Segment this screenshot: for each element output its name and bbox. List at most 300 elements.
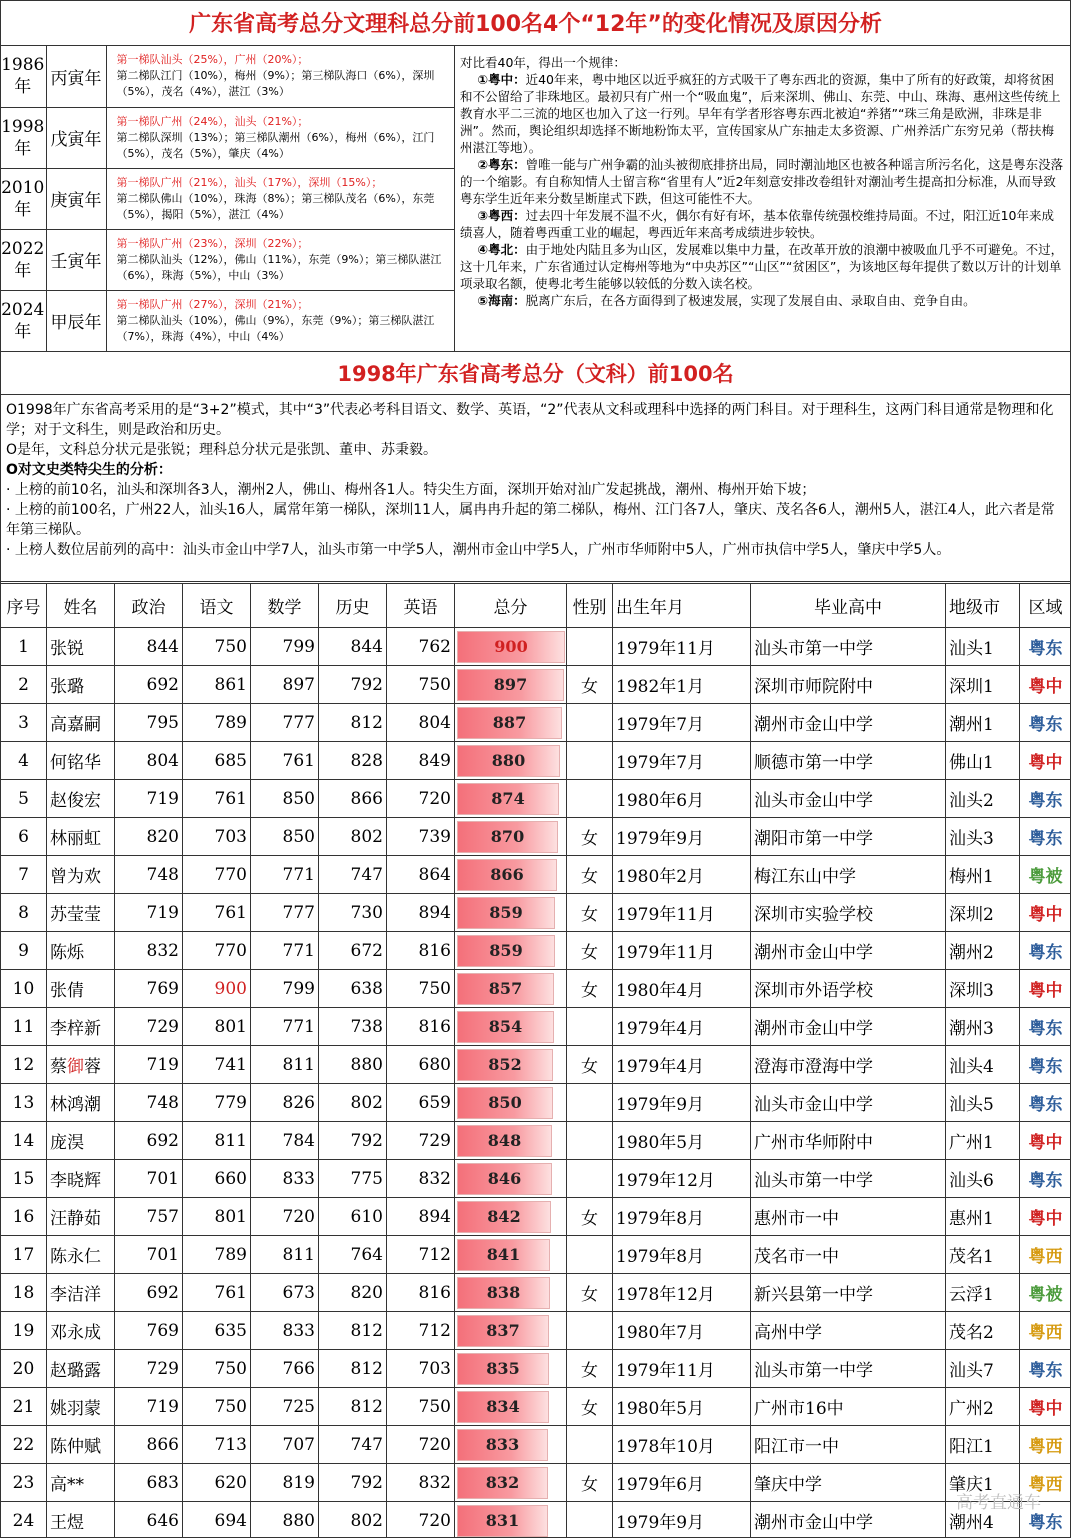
region-cell: 粤中 <box>1020 1388 1071 1426</box>
column-header: 英语 <box>387 584 455 628</box>
region-cell: 粤东 <box>1020 1046 1071 1084</box>
chinese-score: 703 <box>183 818 251 856</box>
total-score-cell <box>455 666 567 704</box>
total-score-value: 880 <box>491 751 526 770</box>
region-cell: 粤被 <box>1020 1274 1071 1312</box>
history-score: 792 <box>319 1464 387 1502</box>
name-cell: 赵俊宏 <box>47 780 115 818</box>
total-score-cell <box>455 856 567 894</box>
table-row <box>1 1274 1071 1312</box>
table-row <box>1 1426 1071 1464</box>
rank-cell: 3 <box>1 704 47 742</box>
chinese-score: 761 <box>183 1274 251 1312</box>
math-score: 766 <box>251 1350 319 1388</box>
chinese-score: 861 <box>183 666 251 704</box>
table-row <box>1 780 1071 818</box>
watermark: 高考直通车 <box>956 1493 1041 1513</box>
total-score-bar <box>457 745 560 777</box>
school-cell: 潮州市金山中学 <box>751 932 946 970</box>
name-cell: 李晓辉 <box>47 1160 115 1198</box>
chinese-score: 694 <box>183 1502 251 1538</box>
math-score: 811 <box>251 1046 319 1084</box>
tier-detail-cell: 第一梯队广州（23%），深圳（22%）； 第二梯队汕头（12%），佛山（11%），东莞（9%）；第三梯队湛江（6%），珠海（5%），中山（3%） <box>106 229 455 290</box>
chinese-score: 811 <box>183 1122 251 1160</box>
english-score: 832 <box>387 1464 455 1502</box>
name-cell: 高** <box>47 1464 115 1502</box>
birth-cell: 1980年5月 <box>613 1122 751 1160</box>
tier-detail-cell: 第一梯队汕头（25%），广州（20%）； 第二梯队江门（10%），梅州（9%）；第三梯队海口（6%），深圳（5%），茂名（4%），湛江（3%） <box>106 46 455 107</box>
gender-cell: 女 <box>567 818 613 856</box>
math-score: 673 <box>251 1274 319 1312</box>
politics-score: 719 <box>115 1388 183 1426</box>
name-cell: 庞淏 <box>47 1122 115 1160</box>
city-cell: 惠州1 <box>946 1198 1020 1236</box>
rank-cell: 17 <box>1 1236 47 1274</box>
city-cell: 茂名2 <box>946 1312 1020 1350</box>
school-cell: 澄海市澄海中学 <box>751 1046 946 1084</box>
politics-score: 719 <box>115 1046 183 1084</box>
table-row <box>1 1350 1071 1388</box>
table-row <box>1 628 1071 666</box>
column-header: 姓名 <box>47 584 115 628</box>
city-cell: 广州1 <box>946 1122 1020 1160</box>
math-score: 799 <box>251 628 319 666</box>
name-cell: 张锐 <box>47 628 115 666</box>
gender-cell: 女 <box>567 666 613 704</box>
gender-cell: 女 <box>567 1350 613 1388</box>
politics-score: 719 <box>115 894 183 932</box>
total-score-bar <box>457 1353 549 1385</box>
politics-score: 719 <box>115 780 183 818</box>
city-cell: 深圳3 <box>946 970 1020 1008</box>
total-score-cell <box>455 1122 567 1160</box>
total-score-value: 854 <box>488 1017 523 1036</box>
city-cell: 汕头7 <box>946 1350 1020 1388</box>
table-row <box>1 1008 1071 1046</box>
city-cell: 广州2 <box>946 1388 1020 1426</box>
rank-cell: 11 <box>1 1008 47 1046</box>
total-score-bar <box>457 1125 552 1157</box>
politics-score: 769 <box>115 1312 183 1350</box>
birth-cell: 1978年12月 <box>613 1274 751 1312</box>
region-cell: 粤西 <box>1020 1464 1071 1502</box>
school-cell: 潮州市金山中学 <box>751 704 946 742</box>
birth-cell: 1979年11月 <box>613 628 751 666</box>
english-score: 750 <box>387 1388 455 1426</box>
total-score-cell <box>455 704 567 742</box>
note-schools: · 上榜人数位居前列的高中：汕头市金山中学7人，汕头市第一中学5人，潮州市金山中学5人，广州市华师附中5人，广州市执信中学5人，肇庆中学5人。 <box>6 542 951 558</box>
name-cell: 陈仲赋 <box>47 1426 115 1464</box>
math-score: 897 <box>251 666 319 704</box>
math-score: 725 <box>251 1388 319 1426</box>
politics-score: 757 <box>115 1198 183 1236</box>
birth-cell: 1980年7月 <box>613 1312 751 1350</box>
chinese-score: 685 <box>183 742 251 780</box>
english-score: 849 <box>387 742 455 780</box>
school-cell: 汕头市金山中学 <box>751 1084 946 1122</box>
city-cell: 肇庆1 <box>946 1464 1020 1502</box>
rank-cell: 21 <box>1 1388 47 1426</box>
gender-cell <box>567 1236 613 1274</box>
region-cell: 粤东 <box>1020 1008 1071 1046</box>
total-score-bar <box>457 1201 551 1233</box>
region-cell: 粤西 <box>1020 1236 1071 1274</box>
region-cell: 粤东 <box>1020 818 1071 856</box>
total-score-value: 859 <box>489 941 523 960</box>
history-score: 775 <box>319 1160 387 1198</box>
analysis-item: ⑤海南：脱离广东后，在各方面得到了极速发展，实现了发展自由、录取自由、竞争自由。 <box>477 293 976 308</box>
history-score: 802 <box>319 818 387 856</box>
total-score-cell <box>455 970 567 1008</box>
total-score-value: 887 <box>492 713 527 732</box>
table-row <box>1 704 1071 742</box>
name-cell: 苏莹莹 <box>47 894 115 932</box>
total-score-value: 848 <box>487 1131 522 1150</box>
gender-cell: 女 <box>567 1198 613 1236</box>
region-cell: 粤东 <box>1020 1084 1071 1122</box>
total-score-value: 850 <box>488 1093 522 1112</box>
table-header-row <box>1 584 1071 628</box>
total-score-cell <box>455 818 567 856</box>
city-cell: 潮州3 <box>946 1008 1020 1046</box>
politics-score: 866 <box>115 1426 183 1464</box>
english-score: 832 <box>387 1160 455 1198</box>
gender-cell <box>567 1008 613 1046</box>
region-cell: 粤东 <box>1020 1350 1071 1388</box>
column-header: 毕业高中 <box>751 584 946 628</box>
ganzhi-cell: 庚寅年 <box>46 168 106 229</box>
birth-cell: 1979年8月 <box>613 1198 751 1236</box>
total-score-cell <box>455 1388 567 1426</box>
english-score: 750 <box>387 666 455 704</box>
city-cell: 汕头6 <box>946 1160 1020 1198</box>
gender-cell: 女 <box>567 894 613 932</box>
history-score: 792 <box>319 666 387 704</box>
year-cell: 2024 年 <box>0 290 46 351</box>
total-score-bar <box>457 973 554 1005</box>
chinese-score: 770 <box>183 856 251 894</box>
total-score-value: 837 <box>486 1321 520 1340</box>
politics-score: 701 <box>115 1160 183 1198</box>
city-cell: 梅州1 <box>946 856 1020 894</box>
birth-cell: 1979年4月 <box>613 1046 751 1084</box>
rank-cell: 23 <box>1 1464 47 1502</box>
rank-cell: 2 <box>1 666 47 704</box>
gender-cell <box>567 704 613 742</box>
english-score: 703 <box>387 1350 455 1388</box>
total-score-bar <box>457 1429 548 1461</box>
school-cell: 深圳市师院附中 <box>751 666 946 704</box>
english-score: 739 <box>387 818 455 856</box>
chinese-score: 660 <box>183 1160 251 1198</box>
english-score: 894 <box>387 1198 455 1236</box>
history-score: 747 <box>319 1426 387 1464</box>
ganzhi-cell: 丙寅年 <box>46 46 106 107</box>
school-cell: 新兴县第一中学 <box>751 1274 946 1312</box>
name-cell: 张倩 <box>47 970 115 1008</box>
politics-score: 692 <box>115 1274 183 1312</box>
total-score-cell <box>455 1312 567 1350</box>
math-score: 771 <box>251 932 319 970</box>
history-score: 730 <box>319 894 387 932</box>
politics-score: 820 <box>115 818 183 856</box>
region-cell: 粤东 <box>1020 628 1071 666</box>
history-score: 820 <box>319 1274 387 1312</box>
name-cell: 李梓新 <box>47 1008 115 1046</box>
column-header: 序号 <box>1 584 47 628</box>
gender-cell: 女 <box>567 932 613 970</box>
birth-cell: 1979年8月 <box>613 1236 751 1274</box>
region-cell: 粤东 <box>1020 1502 1071 1538</box>
name-cell: 林鸿潮 <box>47 1084 115 1122</box>
chinese-score: 770 <box>183 932 251 970</box>
english-score: 750 <box>387 970 455 1008</box>
region-cell: 粤中 <box>1020 666 1071 704</box>
column-header: 语文 <box>183 584 251 628</box>
school-cell: 深圳市实验学校 <box>751 894 946 932</box>
total-score-cell <box>455 780 567 818</box>
english-score: 720 <box>387 1426 455 1464</box>
total-score-value: 857 <box>488 979 523 998</box>
history-score: 672 <box>319 932 387 970</box>
table-row <box>1 1388 1071 1426</box>
total-score-cell <box>455 1464 567 1502</box>
total-score-bar <box>457 1315 549 1347</box>
school-cell: 潮阳市第一中学 <box>751 818 946 856</box>
birth-cell: 1979年12月 <box>613 1160 751 1198</box>
gender-cell: 女 <box>567 1388 613 1426</box>
note-top10: · 上榜的前10名，汕头和深圳各3人，潮州2人，佛山、梅州各1人。特尖生方面，深圳开始对汕广发起挑战，潮州、梅州开始下坡； <box>6 482 816 498</box>
analysis-item: ④粤北：由于地处内陆且多为山区，发展难以集中力量，在改革开放的浪潮中被吸血几乎不可避免。不过，这十几年来，广东省通过认定梅州等地为“中央苏区”“山区”“贫困区”，为该地区每年提供了数以万计的计划单项录取名额，使粤北考生能够以较低的分数入读名校。 <box>460 242 1064 291</box>
gender-cell: 女 <box>567 856 613 894</box>
table-row <box>1 1464 1071 1502</box>
politics-score: 729 <box>115 1350 183 1388</box>
table-row <box>1 932 1071 970</box>
region-cell: 粤东 <box>1020 932 1071 970</box>
english-score: 762 <box>387 628 455 666</box>
chinese-score: 779 <box>183 1084 251 1122</box>
rank-cell: 7 <box>1 856 47 894</box>
total-score-bar <box>457 783 559 815</box>
rank-cell: 18 <box>1 1274 47 1312</box>
birth-cell: 1980年6月 <box>613 780 751 818</box>
math-score: 850 <box>251 818 319 856</box>
city-cell: 潮州2 <box>946 932 1020 970</box>
gender-cell <box>567 1122 613 1160</box>
name-cell: 汪静茹 <box>47 1198 115 1236</box>
history-score: 610 <box>319 1198 387 1236</box>
analysis-item: ③粤西：过去四十年发展不温不火，偶尔有好有坏，基本依靠传统强校维持局面。不过，阳江近10年来成绩喜人，随着粤西重工业的崛起，粤西近年来高考成绩进步较快。 <box>460 208 1055 240</box>
name-cell: 邓永成 <box>47 1312 115 1350</box>
math-score: 720 <box>251 1198 319 1236</box>
year-cell: 1986 年 <box>0 46 46 107</box>
year-row <box>0 290 455 351</box>
math-score: 777 <box>251 704 319 742</box>
history-score: 812 <box>319 1350 387 1388</box>
total-score-cell <box>455 1236 567 1274</box>
history-score: 738 <box>319 1008 387 1046</box>
politics-score: 701 <box>115 1236 183 1274</box>
total-score-bar <box>457 1391 549 1423</box>
name-cell: 陈永仁 <box>47 1236 115 1274</box>
school-cell: 顺德市第一中学 <box>751 742 946 780</box>
history-score: 844 <box>319 628 387 666</box>
math-score: 833 <box>251 1160 319 1198</box>
total-score-cell <box>455 1008 567 1046</box>
english-score: 816 <box>387 932 455 970</box>
total-score-value: 831 <box>485 1511 520 1530</box>
school-cell: 茂名市一中 <box>751 1236 946 1274</box>
politics-score: 729 <box>115 1008 183 1046</box>
notes-panel <box>0 396 1071 582</box>
chinese-score: 713 <box>183 1426 251 1464</box>
birth-cell: 1979年9月 <box>613 1502 751 1538</box>
analysis-item: ②粤东：曾唯一能与广州争霸的汕头被彻底排挤出局，同时潮汕地区也被各种谣言所污名化，这是粤东没落的一个缩影。有自称知情人士留言称“省里有人”近2年刻意安排改卷组针对潮汕考生提高扣分标准，从而导致粤东学生近年来分数呈断崖式下跌，但这可能性不大。 <box>460 157 1064 206</box>
birth-cell: 1979年6月 <box>613 1464 751 1502</box>
gender-cell: 女 <box>567 1274 613 1312</box>
table-row <box>1 1084 1071 1122</box>
school-cell: 广州市华师附中 <box>751 1122 946 1160</box>
table-row <box>1 1160 1071 1198</box>
politics-score: 683 <box>115 1464 183 1502</box>
history-score: 802 <box>319 1084 387 1122</box>
total-score-bar <box>457 897 555 929</box>
history-score: 812 <box>319 704 387 742</box>
gender-cell: 女 <box>567 1046 613 1084</box>
total-score-cell <box>455 1426 567 1464</box>
english-score: 816 <box>387 1274 455 1312</box>
gender-cell <box>567 1426 613 1464</box>
rank-cell: 20 <box>1 1350 47 1388</box>
politics-score: 692 <box>115 666 183 704</box>
city-cell: 阳江1 <box>946 1426 1020 1464</box>
year-cell: 2010 年 <box>0 168 46 229</box>
total-score-cell <box>455 1084 567 1122</box>
chinese-score: 741 <box>183 1046 251 1084</box>
table-row <box>1 742 1071 780</box>
gender-cell <box>567 1160 613 1198</box>
chinese-score: 750 <box>183 1388 251 1426</box>
chinese-score: 761 <box>183 780 251 818</box>
chinese-score: 620 <box>183 1464 251 1502</box>
rank-cell: 1 <box>1 628 47 666</box>
page-title: 广东省高考总分文理科总分前100名4个“12年”的变化情况及原因分析 <box>0 0 1071 46</box>
birth-cell: 1979年7月 <box>613 704 751 742</box>
total-score-cell <box>455 1350 567 1388</box>
name-cell: 陈烁 <box>47 932 115 970</box>
total-score-bar <box>457 631 565 663</box>
total-score-value: 852 <box>488 1055 522 1074</box>
history-score: 880 <box>319 1046 387 1084</box>
politics-score: 795 <box>115 704 183 742</box>
tier-detail-cell: 第一梯队广州（27%），深圳（21%）； 第二梯队汕头（10%），佛山（9%），东莞（9%）；第三梯队湛江（7%），珠海（4%），中山（4%） <box>106 290 455 351</box>
total-score-cell <box>455 932 567 970</box>
school-cell: 深圳市外语学校 <box>751 970 946 1008</box>
english-score: 720 <box>387 1502 455 1538</box>
table-row <box>1 856 1071 894</box>
math-score: 771 <box>251 1008 319 1046</box>
city-cell: 汕头5 <box>946 1084 1020 1122</box>
year-cell: 1998 年 <box>0 107 46 168</box>
english-score: 864 <box>387 856 455 894</box>
region-cell: 粤东 <box>1020 704 1071 742</box>
city-cell: 汕头4 <box>946 1046 1020 1084</box>
chinese-score: 635 <box>183 1312 251 1350</box>
chinese-score: 789 <box>183 1236 251 1274</box>
note-mode: O1998年广东省高考采用的是“3+2”模式，其中“3”代表必考科目语文、数学、英语，“2”代表从文科或理科中选择的两门科目。对于理科生，这两门科目通常是物理和化学；对于文科生，则是政治和历史。 <box>6 402 1054 438</box>
math-score: 833 <box>251 1312 319 1350</box>
total-score-cell <box>455 894 567 932</box>
table-row <box>1 818 1071 856</box>
gender-cell <box>567 1502 613 1538</box>
birth-cell: 1979年4月 <box>613 1008 751 1046</box>
gender-cell <box>567 628 613 666</box>
politics-score: 748 <box>115 1084 183 1122</box>
school-cell: 肇庆中学 <box>751 1464 946 1502</box>
region-cell: 粤东 <box>1020 780 1071 818</box>
math-score: 784 <box>251 1122 319 1160</box>
birth-cell: 1980年4月 <box>613 970 751 1008</box>
total-score-cell <box>455 1502 567 1538</box>
total-score-bar <box>457 1049 553 1081</box>
math-score: 880 <box>251 1502 319 1538</box>
rank-cell: 4 <box>1 742 47 780</box>
chinese-score: 761 <box>183 894 251 932</box>
table-row <box>1 666 1071 704</box>
gender-cell <box>567 780 613 818</box>
name-cell: 张璐 <box>47 666 115 704</box>
note-champions: O是年，文科总分状元是张锐；理科总分状元是张凯、董申、苏秉毅。 <box>6 442 438 458</box>
total-score-bar <box>457 1011 554 1043</box>
history-score: 812 <box>319 1312 387 1350</box>
birth-cell: 1979年7月 <box>613 742 751 780</box>
region-cell: 粤中 <box>1020 894 1071 932</box>
name-cell: 蔡御蓉 <box>47 1046 115 1084</box>
history-score: 792 <box>319 1122 387 1160</box>
school-cell: 梅江东山中学 <box>751 856 946 894</box>
rank-cell: 8 <box>1 894 47 932</box>
name-cell: 曾为欢 <box>47 856 115 894</box>
region-cell: 粤中 <box>1020 970 1071 1008</box>
rank-cell: 12 <box>1 1046 47 1084</box>
total-score-bar <box>457 1277 550 1309</box>
school-cell: 广州市16中 <box>751 1388 946 1426</box>
column-header: 地级市 <box>946 584 1020 628</box>
city-cell: 深圳2 <box>946 894 1020 932</box>
total-score-value: 874 <box>491 789 525 808</box>
region-cell: 粤东 <box>1020 1160 1071 1198</box>
politics-score: 748 <box>115 856 183 894</box>
city-cell: 汕头3 <box>946 818 1020 856</box>
total-score-value: 866 <box>490 865 524 884</box>
region-cell: 粤中 <box>1020 1198 1071 1236</box>
year-row <box>0 107 455 168</box>
chinese-score: 801 <box>183 1198 251 1236</box>
total-score-cell <box>455 628 567 666</box>
column-header: 历史 <box>319 584 387 628</box>
english-score: 712 <box>387 1312 455 1350</box>
rank-cell: 5 <box>1 780 47 818</box>
birth-cell: 1979年9月 <box>613 1084 751 1122</box>
rank-cell: 10 <box>1 970 47 1008</box>
total-score-cell <box>455 742 567 780</box>
school-cell: 惠州市一中 <box>751 1198 946 1236</box>
math-score: 850 <box>251 780 319 818</box>
city-cell: 潮州4 <box>946 1502 1020 1538</box>
math-score: 826 <box>251 1084 319 1122</box>
total-score-value: 846 <box>487 1169 522 1188</box>
column-header: 出生年月 <box>613 584 751 628</box>
